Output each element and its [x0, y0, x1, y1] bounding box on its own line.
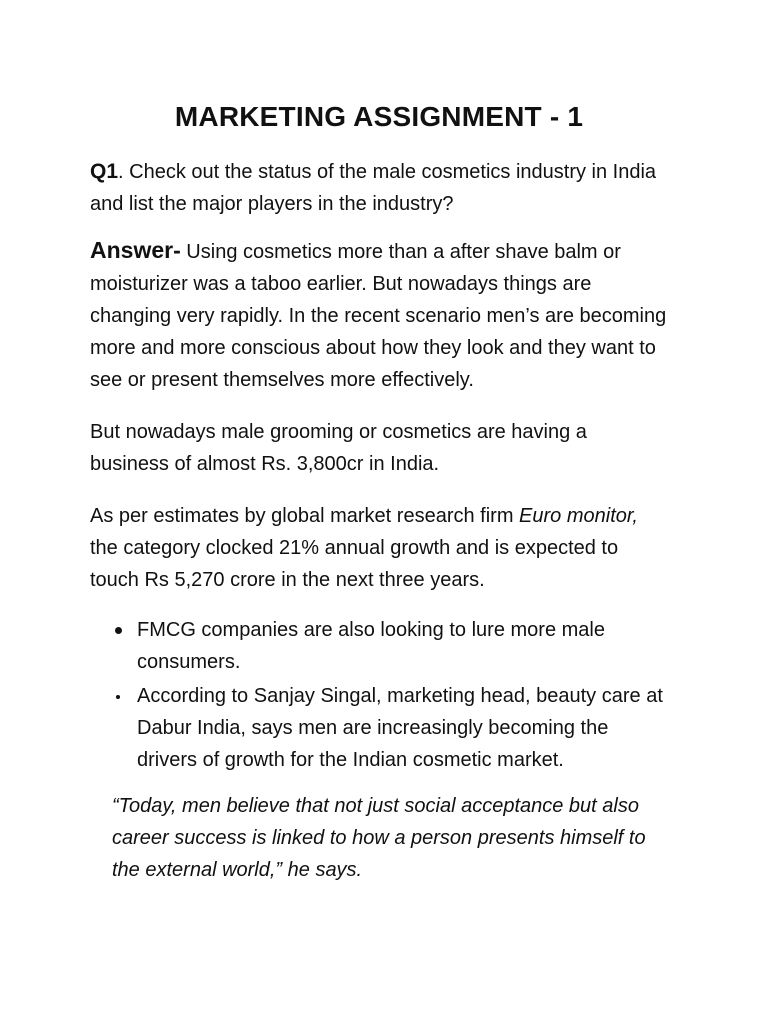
- answer-label: Answer-: [90, 237, 181, 263]
- list-item: [137, 614, 668, 678]
- bullet-list: [90, 614, 668, 776]
- question-label: Q1: [90, 160, 119, 183]
- quote-paragraph: “Today, men believe that not just social acceptance but also career success is linked to how a person presents himself to the external world,” he says.: [112, 795, 646, 881]
- list-item-text: According to Sanjay Singal, marketing head, beauty care at Dabur India, says men are increasingly becoming the drivers of growth for the Indian cosmetic market.: [137, 685, 663, 771]
- business-size-paragraph: But nowadays male grooming or cosmetics are having a business of almost Rs. 3,800cr in India.: [90, 421, 587, 475]
- answer-paragraph: [90, 234, 668, 396]
- question-text: . Check out the status of the male cosmetics industry in India and list the major players in the industry?: [90, 161, 657, 215]
- bullet-icon: [115, 627, 122, 634]
- document-title: MARKETING ASSIGNMENT - 1: [174, 101, 584, 132]
- growth-text-after: the category clocked 21% annual growth and is expected to touch Rs 5,270 crore in the next three years.: [90, 537, 619, 591]
- list-item-text: FMCG companies are also looking to lure more male consumers.: [137, 619, 605, 673]
- growth-estimate-paragraph: [90, 500, 668, 596]
- growth-text-before: As per estimates by global market research firm: [90, 505, 520, 527]
- research-firm-name: Euro monitor,: [519, 505, 638, 527]
- question-paragraph: [90, 156, 668, 220]
- list-item: [137, 680, 668, 776]
- bullet-icon: [116, 695, 120, 699]
- answer-text: Using cosmetics more than a after shave balm or moisturizer was a taboo earlier. But nowadays things are changing very rapidly. In the recent scenario men’s are becoming more and more conscious about how they look and they want to see or present themselves more effectively.: [90, 241, 667, 391]
